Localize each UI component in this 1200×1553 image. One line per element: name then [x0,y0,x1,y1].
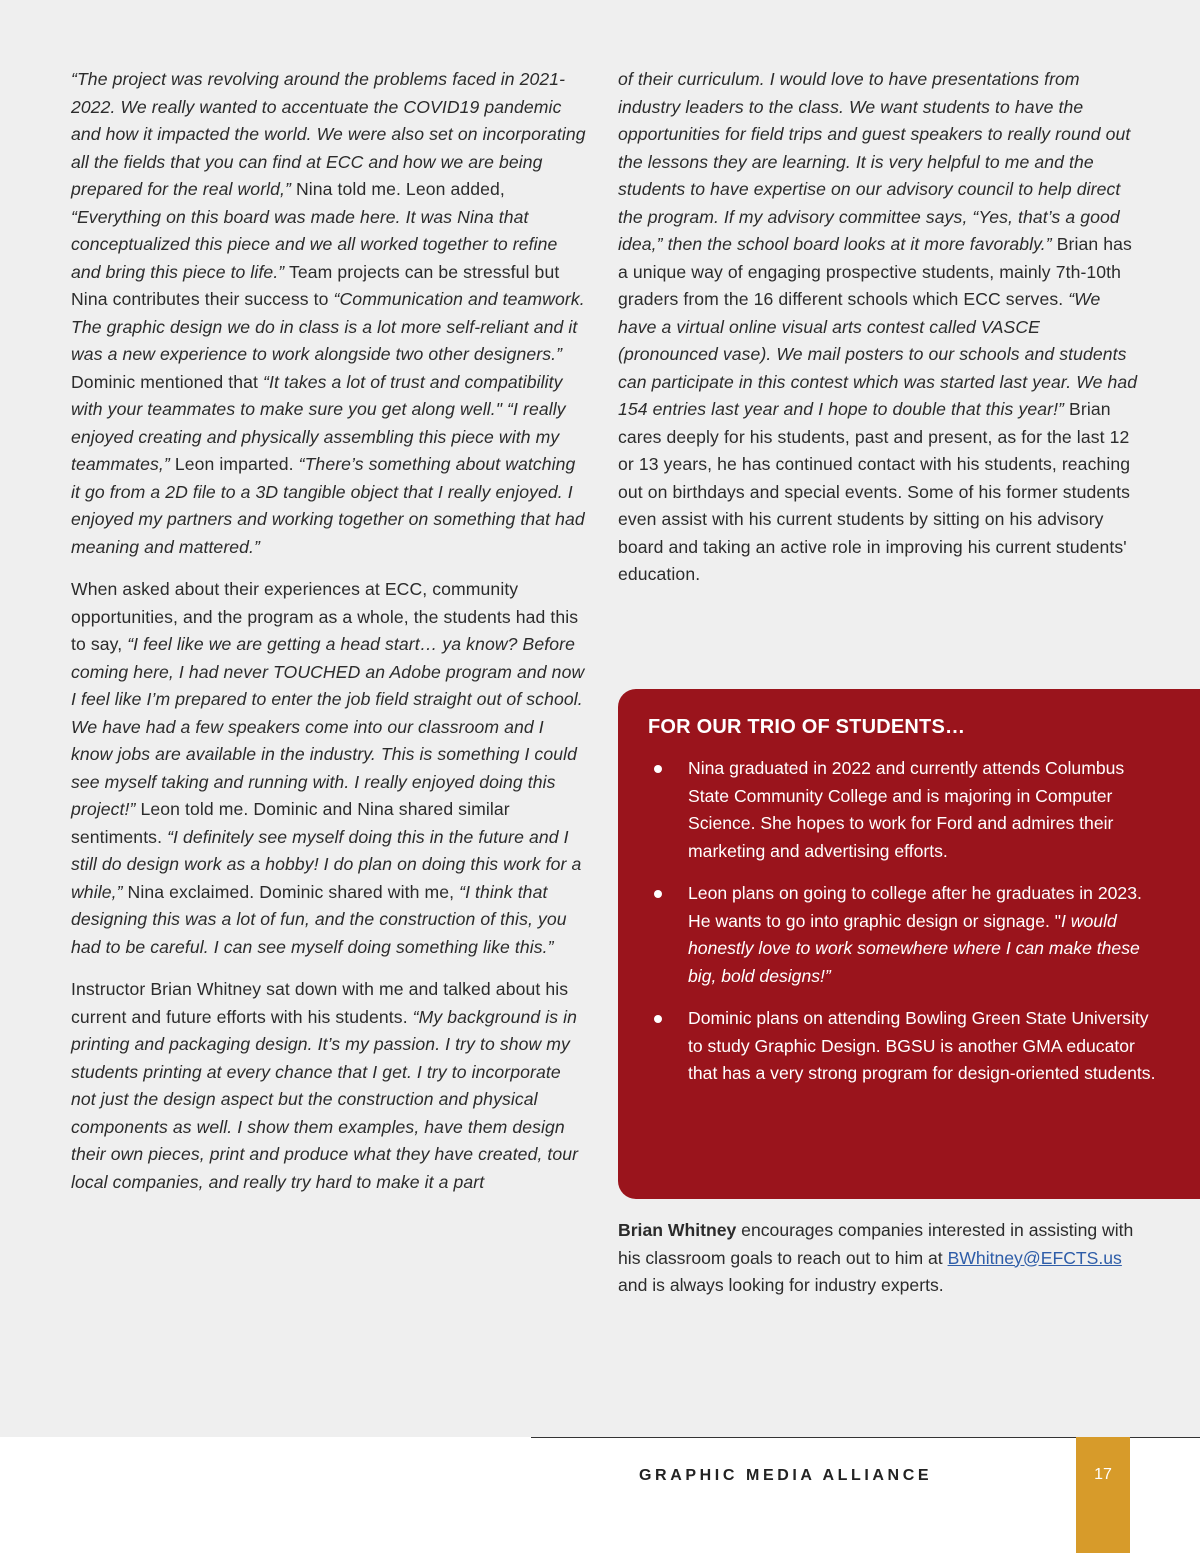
narration: Brian has a unique way of engaging prospective students, mainly 7th-10th graders from the 16 different schools which ECC serves. [618,234,1132,309]
list-item-text: Nina graduated in 2022 and currently attends Columbus State Community College and is majoring in Computer Science. She hopes to work for Ford and admires their marketing and advertising efforts. [688,758,1125,861]
paragraph-instructor-continued [618,66,1143,589]
narration: Leon imparted. [169,454,299,474]
narration: When asked about their experiences at ECC, community opportunities, and the program as a whole, the students had this to say, [71,579,579,654]
quote-nina-teamwork: “Communication and teamwork. The graphic design we do in class is a lot more self-reliant and it was a new experience to work alongside two other designers.” [71,289,585,364]
students-list [648,755,1158,1088]
list-item-text: Dominic plans on attending Bowling Green State University to study Graphic Design. BGSU is another GMA educator that has a very strong program for design-oriented students. [688,1008,1156,1083]
closing-text-end: and is always looking for industry experts. [618,1275,944,1295]
narration: Instructor Brian Whitney sat down with me and talked about his current and future efforts with his students. [71,979,569,1027]
footer-brand: GRAPHIC MEDIA ALLIANCE [639,1467,933,1484]
bullet-icon [654,1015,662,1023]
narration: Dominic mentioned that [71,371,264,392]
narration: Nina told me. Leon added, [291,179,505,199]
quote-dominic-fun: “I think that designing this was a lot of fun, and the construction of this, you had to be careful. I can see myself doing something like this.” [71,881,567,957]
closing-text: encourages companies interested in assisting with his classroom goals to reach out to him at [618,1220,1134,1268]
right-column [618,66,1143,604]
paragraph-instructor [71,976,586,1196]
page-number: 17 [1094,1466,1112,1483]
quote-brian-continued: of their curriculum. I would love to have presentations from industry leaders to the class. We want students to have the opportunities for field trips and guest speakers to really round out the lessons they are learning. It is very helpful to me and the students to have expertise on our advisory council to help direct the program. If my advisory committee says, “Yes, that’s a good idea,” then the school board looks at it more favorably.” [618,69,1131,254]
callout-title: FOR OUR TRIO OF STUDENTS… [648,716,966,738]
list-item-nina [648,755,1158,865]
list-item-dominic [648,1005,1158,1088]
list-item-leon [648,880,1158,990]
narration: Team projects can be stressful but Nina contributes their success to [71,261,560,309]
email-link[interactable]: BWhitney@EFCTS.us [947,1247,1122,1268]
bullet-icon [654,765,662,773]
closing-paragraph [618,1217,1143,1300]
students-callout-box [618,689,1200,1199]
quote-nina: “The project was revolving around the problems faced in 2021-2022. We really wanted to accentuate the COVID19 pandemic and how it impacted the world. We were also set on incorporating all the fields that you can find at ECC and how we are being prepared for the real world,” [71,69,586,199]
paragraph-student-quotes [71,66,586,561]
bullet-icon [654,890,662,898]
quote-nina-hobby: “I definitely see myself doing this in the future and I still do design work as a hobby! I do plan on doing this work for a while,” [71,826,582,902]
quote-leon: “Everything on this board was made here. It was Nina that conceptualized this piece and we all worked together to refine and bring this piece to life.” [71,206,558,282]
quote-dominic: “It takes a lot of trust and compatibility with your teammates to make sure you get along well." “I really enjoyed creating and physically assembling this piece with my teammates,” [71,371,566,474]
narration: Leon told me. Dominic and Nina shared similar sentiments. [71,799,510,847]
quote-brian-vasce: “We have a virtual online visual arts contest called VASCE (pronounced vase). We mail posters to our schools and students can participate in this contest which was started last year. We had 154 entries last year and I hope to double that this year!” [618,289,1138,419]
narration: Nina exclaimed. Dominic shared with me, [122,881,460,902]
quote-brian: “My background is in printing and packaging design. It’s my passion. I try to show my students printing at every chance that I get. I try to incorporate not just the design aspect but the construction and physical components as well. I show them examples, have them design their own pieces, print and produce what they have created, tour local companies, and really try hard to make it a part [71,1006,579,1192]
page-footer [0,1437,1200,1553]
page-number-tab [1076,1437,1130,1553]
list-item-quote: I would honestly love to work somewhere where I can make these big, bold designs!” [688,910,1140,986]
quote-leon-head-start: “I feel like we are getting a head start… ya know? Before coming here, I had never TOUCHED an Adobe program and now I feel like I’m prepared to enter the job field straight out of school. We have had a few speakers come into our classroom and I know jobs are available in the industry. This is something I could see myself taking and running with. I really enjoyed doing this project!” [71,634,585,819]
instructor-name: Brian Whitney [618,1220,737,1240]
quote-leon-3d: “There’s something about watching it go from a 2D file to a 3D tangible object that I really enjoyed. I enjoyed my partners and working together on something that had meaning and mattered.” [71,454,585,557]
list-item-text: Leon plans on going to college after he graduates in 2023. He wants to go into graphic design or signage. " [688,883,1142,931]
left-column [71,66,586,1211]
narration: Brian cares deeply for his students, past and present, as for the last 12 or 13 years, he has continued contact with his students, reaching out on birthdays and special events. Some of his former students even assist with his current students by sitting on his advisory board and taking an active role in improving his current students' education. [618,399,1131,584]
paragraph-experiences [71,576,586,961]
